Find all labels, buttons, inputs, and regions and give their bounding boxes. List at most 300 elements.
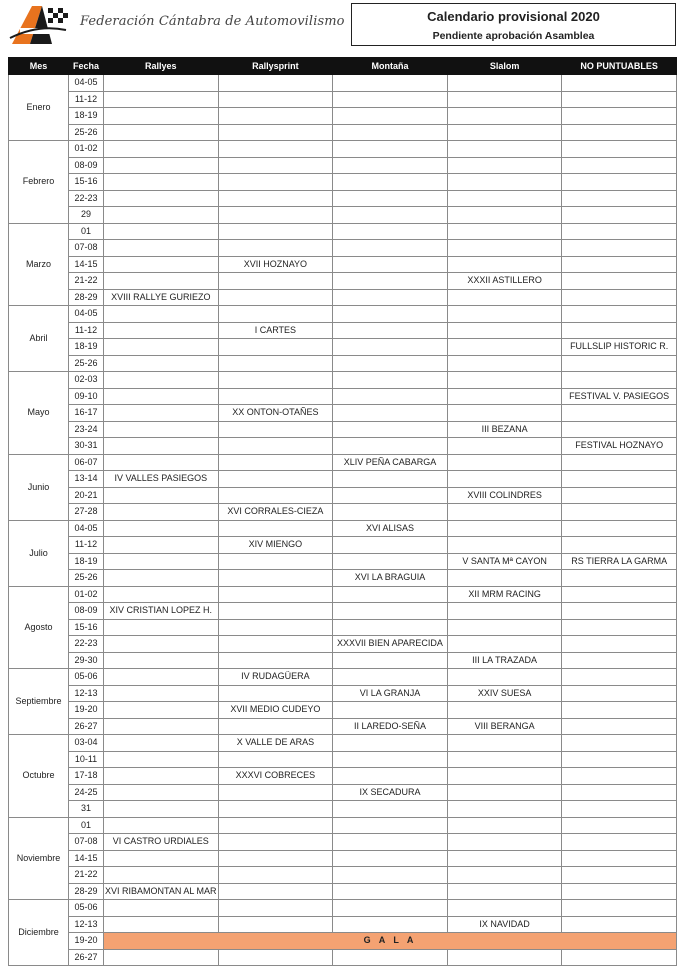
date-cell: 01 (69, 817, 104, 834)
event-cell (562, 487, 677, 504)
event-cell (562, 421, 677, 438)
event-cell (447, 471, 562, 488)
event-cell (333, 174, 448, 191)
event-cell (218, 454, 333, 471)
table-row (9, 867, 677, 884)
event-cell (333, 817, 448, 834)
event-cell: V SANTA Mª CAYON (447, 553, 562, 570)
event-cell: XVIII RALLYE GURIEZO (104, 289, 219, 306)
date-cell: 18-19 (69, 108, 104, 125)
table-row (9, 553, 677, 570)
event-cell (333, 190, 448, 207)
event-cell (333, 240, 448, 257)
event-cell (447, 570, 562, 587)
event-cell: III LA TRAZADA (447, 652, 562, 669)
table-row (9, 883, 677, 900)
table-row (9, 619, 677, 636)
event-cell (333, 207, 448, 224)
event-cell (218, 190, 333, 207)
event-cell (447, 850, 562, 867)
table-row (9, 91, 677, 108)
event-cell (104, 504, 219, 521)
event-cell (333, 850, 448, 867)
event-cell (218, 141, 333, 158)
event-cell: XVIII COLINDRES (447, 487, 562, 504)
date-cell: 02-03 (69, 372, 104, 389)
event-cell (104, 751, 219, 768)
date-cell: 30-31 (69, 438, 104, 455)
event-cell (333, 801, 448, 818)
table-row (9, 784, 677, 801)
date-cell: 28-29 (69, 883, 104, 900)
date-cell: 12-13 (69, 916, 104, 933)
event-cell (562, 91, 677, 108)
event-cell (104, 520, 219, 537)
table-row (9, 685, 677, 702)
event-cell (104, 850, 219, 867)
event-cell: XLIV PEÑA CABARGA (333, 454, 448, 471)
event-cell (218, 850, 333, 867)
event-cell: XVI LA BRAGUIA (333, 570, 448, 587)
column-header-mes: Mes (9, 58, 69, 75)
event-cell (447, 751, 562, 768)
event-cell: VI CASTRO URDIALES (104, 834, 219, 851)
date-cell: 29-30 (69, 652, 104, 669)
date-cell: 09-10 (69, 388, 104, 405)
table-row (9, 240, 677, 257)
table-row (9, 124, 677, 141)
event-cell (447, 256, 562, 273)
event-cell: VIII BERANGA (447, 718, 562, 735)
event-cell (104, 190, 219, 207)
event-cell (333, 141, 448, 158)
event-cell (104, 801, 219, 818)
event-cell (333, 355, 448, 372)
month-cell: Diciembre (9, 900, 69, 966)
event-cell: IV RUDAGÜERA (218, 669, 333, 686)
event-cell (218, 240, 333, 257)
date-cell: 20-21 (69, 487, 104, 504)
page-header (0, 0, 684, 52)
event-cell (104, 108, 219, 125)
date-cell: 21-22 (69, 867, 104, 884)
event-cell (447, 108, 562, 125)
event-cell (218, 586, 333, 603)
event-cell (562, 75, 677, 92)
event-cell (562, 141, 677, 158)
event-cell (333, 702, 448, 719)
page-title: Calendario provisional 2020 (427, 9, 600, 24)
event-cell (447, 619, 562, 636)
date-cell: 25-26 (69, 355, 104, 372)
event-cell (562, 949, 677, 966)
event-cell (333, 339, 448, 356)
table-row (9, 718, 677, 735)
table-row (9, 537, 677, 554)
federation-logo-icon (8, 4, 70, 46)
event-cell (333, 124, 448, 141)
event-cell (104, 174, 219, 191)
date-cell: 22-23 (69, 636, 104, 653)
event-cell (562, 273, 677, 290)
event-cell (562, 289, 677, 306)
event-cell (447, 784, 562, 801)
column-header-montana: Montaña (333, 58, 448, 75)
event-cell (333, 867, 448, 884)
event-cell: XXXVII BIEN APARECIDA (333, 636, 448, 653)
event-cell (447, 339, 562, 356)
event-cell (333, 75, 448, 92)
event-cell (218, 306, 333, 323)
table-row (9, 273, 677, 290)
column-header-slalom: Slalom (447, 58, 562, 75)
event-cell (218, 900, 333, 917)
event-cell (447, 454, 562, 471)
date-cell: 06-07 (69, 454, 104, 471)
event-cell (104, 256, 219, 273)
table-row (9, 817, 677, 834)
gala-cell: G A L A (104, 933, 677, 950)
event-cell (333, 652, 448, 669)
event-cell (104, 141, 219, 158)
event-cell (218, 916, 333, 933)
table-row (9, 900, 677, 917)
event-cell (333, 256, 448, 273)
table-row (9, 190, 677, 207)
event-cell (333, 157, 448, 174)
table-row (9, 355, 677, 372)
month-cell: Junio (9, 454, 69, 520)
month-cell: Julio (9, 520, 69, 586)
date-cell: 25-26 (69, 570, 104, 587)
event-cell (447, 289, 562, 306)
event-cell (104, 322, 219, 339)
event-cell (104, 339, 219, 356)
event-cell (104, 867, 219, 884)
event-cell (104, 768, 219, 785)
date-cell: 01-02 (69, 586, 104, 603)
month-cell: Noviembre (9, 817, 69, 900)
event-cell (104, 372, 219, 389)
event-cell (562, 520, 677, 537)
event-cell (104, 553, 219, 570)
date-cell: 01-02 (69, 141, 104, 158)
table-row (9, 388, 677, 405)
event-cell (218, 801, 333, 818)
event-cell (218, 421, 333, 438)
event-cell (218, 339, 333, 356)
table-row (9, 438, 677, 455)
event-cell (218, 372, 333, 389)
title-box (351, 3, 676, 46)
event-cell (218, 487, 333, 504)
event-cell (447, 537, 562, 554)
month-cell: Abril (9, 306, 69, 372)
table-row (9, 520, 677, 537)
date-cell: 17-18 (69, 768, 104, 785)
event-cell (447, 174, 562, 191)
event-cell (104, 240, 219, 257)
event-cell (218, 867, 333, 884)
event-cell (218, 949, 333, 966)
event-cell (447, 900, 562, 917)
table-row (9, 322, 677, 339)
event-cell (562, 784, 677, 801)
event-cell (104, 207, 219, 224)
event-cell (562, 735, 677, 752)
event-cell (104, 735, 219, 752)
event-cell (447, 240, 562, 257)
month-cell: Marzo (9, 223, 69, 306)
event-cell: XXXII ASTILLERO (447, 273, 562, 290)
table-row (9, 669, 677, 686)
event-cell (333, 553, 448, 570)
table-row (9, 586, 677, 603)
event-cell (333, 108, 448, 125)
date-cell: 26-27 (69, 949, 104, 966)
event-cell (562, 471, 677, 488)
event-cell (562, 207, 677, 224)
column-header-rallysprint: Rallysprint (218, 58, 333, 75)
event-cell: XVI ALISAS (333, 520, 448, 537)
event-cell (333, 289, 448, 306)
table-row (9, 339, 677, 356)
table-row (9, 702, 677, 719)
event-cell (562, 190, 677, 207)
date-cell: 03-04 (69, 735, 104, 752)
event-cell (333, 949, 448, 966)
event-cell (218, 355, 333, 372)
event-cell (333, 471, 448, 488)
event-cell (218, 817, 333, 834)
event-cell (333, 388, 448, 405)
event-cell (447, 124, 562, 141)
event-cell (447, 867, 562, 884)
table-row (9, 223, 677, 240)
date-cell: 27-28 (69, 504, 104, 521)
event-cell: XVI CORRALES-CIEZA (218, 504, 333, 521)
event-cell (104, 91, 219, 108)
event-cell (104, 570, 219, 587)
table-row (9, 801, 677, 818)
event-cell (104, 652, 219, 669)
event-cell (562, 685, 677, 702)
event-cell (562, 124, 677, 141)
event-cell (562, 306, 677, 323)
event-cell (104, 586, 219, 603)
event-cell (218, 520, 333, 537)
table-row (9, 157, 677, 174)
event-cell (333, 504, 448, 521)
event-cell (218, 75, 333, 92)
event-cell (562, 454, 677, 471)
event-cell: XVII HOZNAYO (218, 256, 333, 273)
date-cell: 15-16 (69, 174, 104, 191)
event-cell (333, 751, 448, 768)
month-cell: Febrero (9, 141, 69, 224)
date-cell: 22-23 (69, 190, 104, 207)
event-cell (333, 735, 448, 752)
date-cell: 08-09 (69, 603, 104, 620)
event-cell (562, 669, 677, 686)
event-cell (218, 570, 333, 587)
table-row (9, 405, 677, 422)
event-cell (447, 603, 562, 620)
event-cell (447, 388, 562, 405)
date-cell: 12-13 (69, 685, 104, 702)
event-cell (218, 388, 333, 405)
event-cell (447, 355, 562, 372)
event-cell (104, 438, 219, 455)
table-row (9, 289, 677, 306)
table-row (9, 207, 677, 224)
event-cell (562, 867, 677, 884)
event-cell (447, 817, 562, 834)
event-cell: FESTIVAL V. PASIEGOS (562, 388, 677, 405)
month-cell: Agosto (9, 586, 69, 669)
event-cell (333, 223, 448, 240)
event-cell (104, 421, 219, 438)
table-row (9, 916, 677, 933)
event-cell: X VALLE DE ARAS (218, 735, 333, 752)
event-cell (333, 916, 448, 933)
event-cell (447, 223, 562, 240)
date-cell: 29 (69, 207, 104, 224)
event-cell (562, 850, 677, 867)
table-row (9, 735, 677, 752)
table-row (9, 454, 677, 471)
event-cell (104, 817, 219, 834)
event-cell (447, 801, 562, 818)
table-row (9, 487, 677, 504)
date-cell: 11-12 (69, 91, 104, 108)
event-cell (218, 273, 333, 290)
event-cell (447, 306, 562, 323)
date-cell: 07-08 (69, 834, 104, 851)
date-cell: 21-22 (69, 273, 104, 290)
event-cell (333, 603, 448, 620)
event-cell (562, 817, 677, 834)
event-cell (333, 768, 448, 785)
table-row (9, 751, 677, 768)
event-cell (333, 372, 448, 389)
event-cell: XXIV SUESA (447, 685, 562, 702)
event-cell (562, 355, 677, 372)
date-cell: 14-15 (69, 256, 104, 273)
event-cell (218, 91, 333, 108)
event-cell (447, 438, 562, 455)
event-cell (447, 190, 562, 207)
event-cell (562, 256, 677, 273)
event-cell (562, 619, 677, 636)
event-cell: IV VALLES PASIEGOS (104, 471, 219, 488)
event-cell (104, 454, 219, 471)
event-cell (333, 438, 448, 455)
table-row (9, 834, 677, 851)
event-cell (104, 273, 219, 290)
column-header-no-puntuables: NO PUNTUABLES (562, 58, 677, 75)
event-cell (447, 157, 562, 174)
event-cell (562, 916, 677, 933)
table-row (9, 108, 677, 125)
event-cell (104, 718, 219, 735)
date-cell: 01 (69, 223, 104, 240)
event-cell: II LAREDO-SEÑA (333, 718, 448, 735)
event-cell (562, 652, 677, 669)
event-cell: XXXVI COBRECES (218, 768, 333, 785)
table-row (9, 652, 677, 669)
column-header-fecha: Fecha (69, 58, 104, 75)
event-cell: XVII MEDIO CUDEYO (218, 702, 333, 719)
event-cell (218, 685, 333, 702)
federation-name: Federación Cántabra de Automovilismo (80, 14, 345, 29)
event-cell (218, 438, 333, 455)
event-cell (447, 322, 562, 339)
event-cell (447, 207, 562, 224)
event-cell (562, 537, 677, 554)
event-cell (218, 603, 333, 620)
event-cell (104, 636, 219, 653)
table-row (9, 141, 677, 158)
event-cell (333, 273, 448, 290)
event-cell: XII MRM RACING (447, 586, 562, 603)
event-cell (333, 421, 448, 438)
page-subtitle: Pendiente aprobación Asamblea (432, 30, 595, 42)
event-cell: IX SECADURA (333, 784, 448, 801)
table-row (9, 421, 677, 438)
event-cell (104, 223, 219, 240)
event-cell (333, 586, 448, 603)
event-cell (562, 751, 677, 768)
event-cell: XIV MIENGO (218, 537, 333, 554)
event-cell (333, 537, 448, 554)
event-cell (333, 322, 448, 339)
event-cell (447, 372, 562, 389)
date-cell: 07-08 (69, 240, 104, 257)
event-cell (104, 537, 219, 554)
calendar-table (8, 57, 677, 966)
event-cell (104, 157, 219, 174)
month-cell: Enero (9, 75, 69, 141)
event-cell (218, 124, 333, 141)
event-cell (333, 900, 448, 917)
event-cell: VI LA GRANJA (333, 685, 448, 702)
event-cell (447, 768, 562, 785)
event-cell: FESTIVAL HOZNAYO (562, 438, 677, 455)
event-cell (104, 388, 219, 405)
event-cell (333, 91, 448, 108)
event-cell (447, 520, 562, 537)
event-cell (218, 471, 333, 488)
event-cell (104, 487, 219, 504)
table-row (9, 174, 677, 191)
date-cell: 18-19 (69, 339, 104, 356)
event-cell (218, 883, 333, 900)
event-cell (447, 91, 562, 108)
event-cell: XVI RIBAMONTAN AL MAR (104, 883, 219, 900)
event-cell (447, 949, 562, 966)
date-cell: 31 (69, 801, 104, 818)
table-row (9, 570, 677, 587)
month-cell: Mayo (9, 372, 69, 455)
date-cell: 04-05 (69, 520, 104, 537)
event-cell (218, 553, 333, 570)
event-cell (218, 784, 333, 801)
table-row (9, 949, 677, 966)
event-cell (218, 289, 333, 306)
month-cell: Octubre (9, 735, 69, 818)
table-row (9, 471, 677, 488)
